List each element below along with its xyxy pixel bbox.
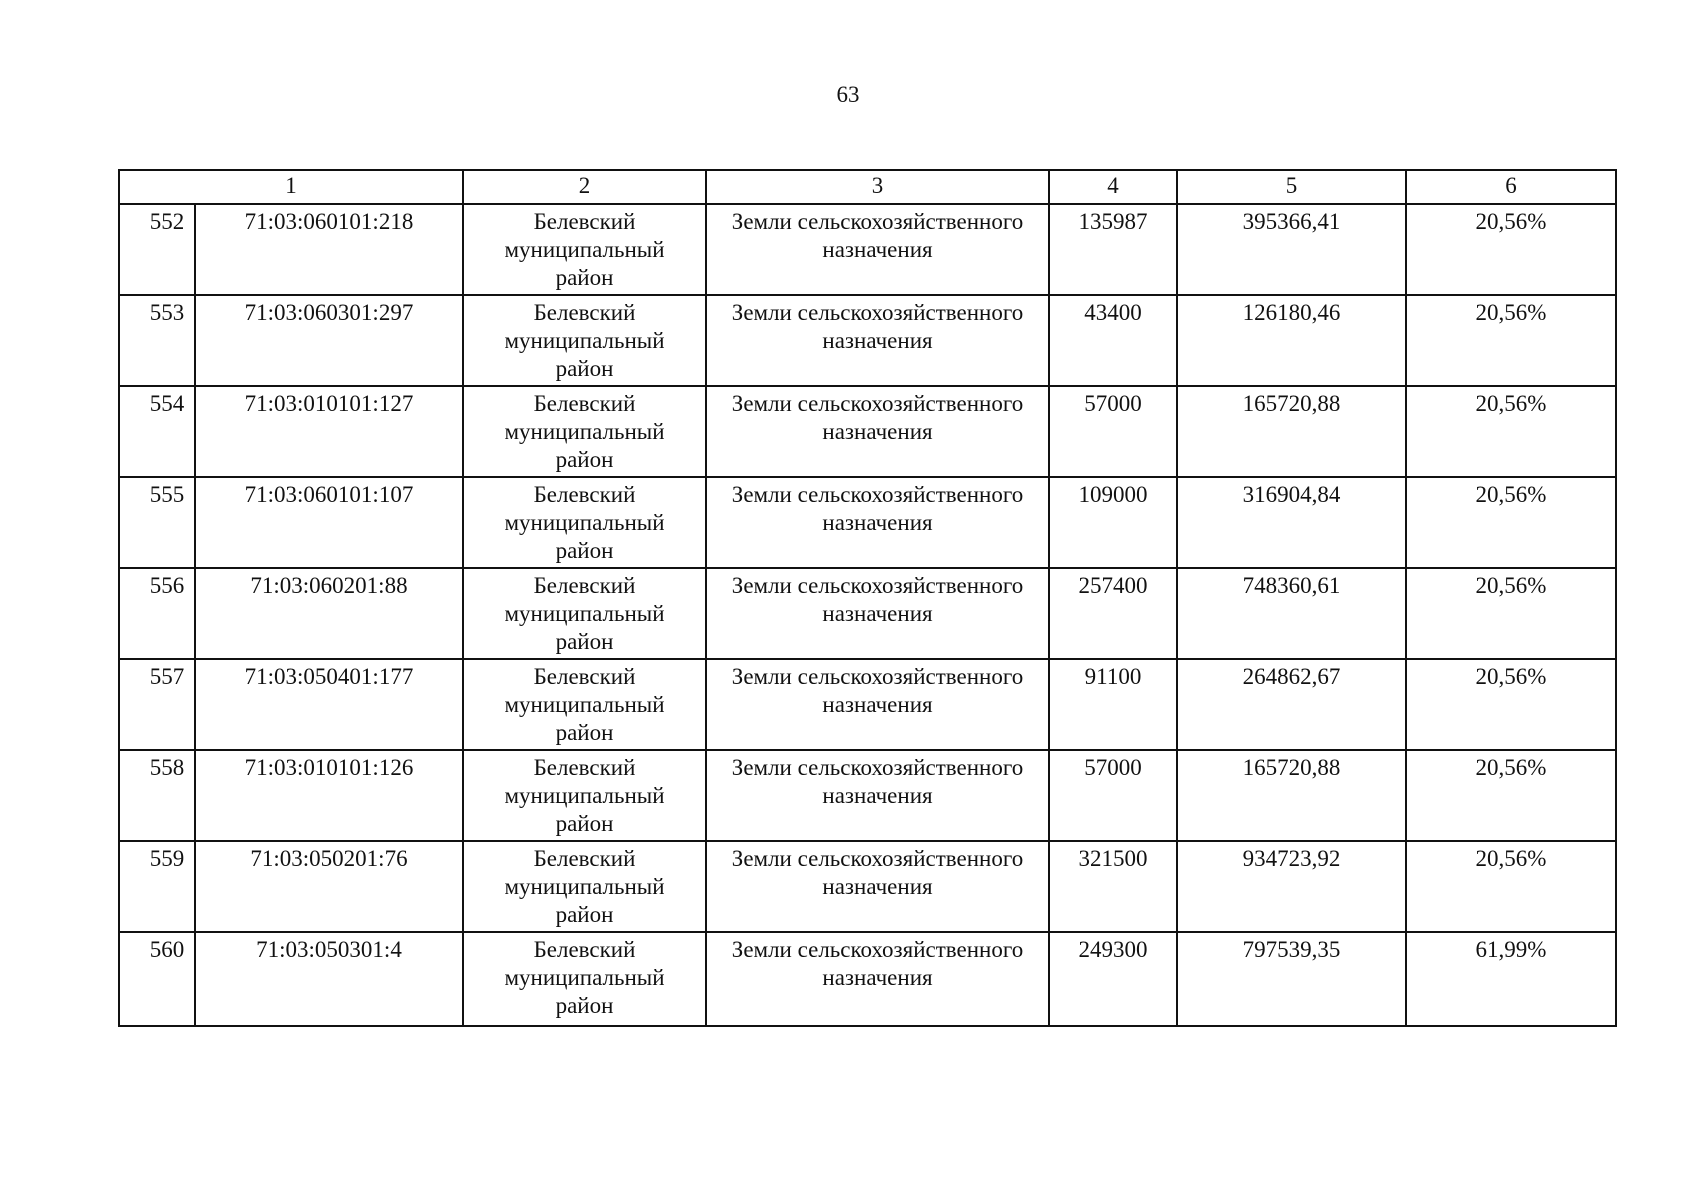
percent-value: 20,56% xyxy=(1406,295,1616,386)
district-line: муниципальный xyxy=(504,783,665,808)
column-header-3: 3 xyxy=(706,170,1049,204)
area-value: 321500 xyxy=(1049,841,1177,932)
cadastral-number: 71:03:060101:218 xyxy=(195,204,463,295)
table-row xyxy=(119,204,1616,295)
column-header-6: 6 xyxy=(1406,170,1616,204)
district-line: муниципальный xyxy=(504,328,665,353)
district-line: муниципальный xyxy=(504,237,665,262)
category-line: назначения xyxy=(822,874,933,899)
table-row xyxy=(119,841,1616,932)
table-header-row xyxy=(119,170,1616,204)
district-cell xyxy=(463,568,706,659)
area-value: 57000 xyxy=(1049,750,1177,841)
land-category-cell xyxy=(706,568,1049,659)
percent-value: 20,56% xyxy=(1406,386,1616,477)
district-line: район xyxy=(555,629,614,654)
district-line: Белевский xyxy=(533,573,636,598)
district-cell xyxy=(463,750,706,841)
area-value: 109000 xyxy=(1049,477,1177,568)
land-category-cell xyxy=(706,841,1049,932)
percent-value: 20,56% xyxy=(1406,841,1616,932)
column-header-2: 2 xyxy=(463,170,706,204)
row-number: 560 xyxy=(119,932,195,1026)
area-value: 57000 xyxy=(1049,386,1177,477)
row-number: 558 xyxy=(119,750,195,841)
cadastral-number: 71:03:050301:4 xyxy=(195,932,463,1026)
percent-value: 20,56% xyxy=(1406,750,1616,841)
table-row xyxy=(119,295,1616,386)
row-number: 555 xyxy=(119,477,195,568)
category-line: Земли сельскохозяйственного xyxy=(731,482,1024,507)
category-line: назначения xyxy=(822,783,933,808)
cost-value: 165720,88 xyxy=(1177,750,1406,841)
category-line: Земли сельскохозяйственного xyxy=(731,664,1024,689)
percent-value: 20,56% xyxy=(1406,568,1616,659)
district-cell xyxy=(463,477,706,568)
category-line: назначения xyxy=(822,601,933,626)
category-line: назначения xyxy=(822,328,933,353)
cadastral-number: 71:03:050201:76 xyxy=(195,841,463,932)
land-category-cell xyxy=(706,386,1049,477)
category-line: Земли сельскохозяйственного xyxy=(731,755,1024,780)
district-line: муниципальный xyxy=(504,874,665,899)
column-header-5: 5 xyxy=(1177,170,1406,204)
district-line: Белевский xyxy=(533,755,636,780)
district-line: муниципальный xyxy=(504,601,665,626)
district-line: Белевский xyxy=(533,664,636,689)
cost-value: 748360,61 xyxy=(1177,568,1406,659)
land-category-cell xyxy=(706,659,1049,750)
district-cell xyxy=(463,841,706,932)
table-row xyxy=(119,659,1616,750)
percent-value: 61,99% xyxy=(1406,932,1616,1026)
percent-value: 20,56% xyxy=(1406,477,1616,568)
land-category-cell xyxy=(706,932,1049,1026)
cost-value: 264862,67 xyxy=(1177,659,1406,750)
cost-value: 165720,88 xyxy=(1177,386,1406,477)
area-value: 249300 xyxy=(1049,932,1177,1026)
category-line: назначения xyxy=(822,965,933,990)
area-value: 91100 xyxy=(1049,659,1177,750)
category-line: Земли сельскохозяйственного xyxy=(731,300,1024,325)
district-line: район xyxy=(555,538,614,563)
category-line: Земли сельскохозяйственного xyxy=(731,573,1024,598)
land-category-cell xyxy=(706,204,1049,295)
cost-value: 395366,41 xyxy=(1177,204,1406,295)
district-line: район xyxy=(555,993,614,1018)
table-row xyxy=(119,568,1616,659)
cadastral-number: 71:03:010101:126 xyxy=(195,750,463,841)
district-cell xyxy=(463,932,706,1026)
row-number: 556 xyxy=(119,568,195,659)
column-header-1: 1 xyxy=(119,170,463,204)
district-line: муниципальный xyxy=(504,419,665,444)
district-line: Белевский xyxy=(533,846,636,871)
category-line: назначения xyxy=(822,237,933,262)
table-row xyxy=(119,477,1616,568)
district-line: район xyxy=(555,356,614,381)
table-row xyxy=(119,750,1616,841)
cost-value: 934723,92 xyxy=(1177,841,1406,932)
district-line: Белевский xyxy=(533,300,636,325)
category-line: назначения xyxy=(822,510,933,535)
area-value: 135987 xyxy=(1049,204,1177,295)
cadastral-number: 71:03:050401:177 xyxy=(195,659,463,750)
cost-value: 797539,35 xyxy=(1177,932,1406,1026)
percent-value: 20,56% xyxy=(1406,659,1616,750)
area-value: 43400 xyxy=(1049,295,1177,386)
land-plots-table xyxy=(118,169,1617,1027)
row-number: 557 xyxy=(119,659,195,750)
district-line: район xyxy=(555,811,614,836)
row-number: 552 xyxy=(119,204,195,295)
column-header-4: 4 xyxy=(1049,170,1177,204)
district-cell xyxy=(463,204,706,295)
cadastral-number: 71:03:060101:107 xyxy=(195,477,463,568)
cost-value: 316904,84 xyxy=(1177,477,1406,568)
cadastral-number: 71:03:060201:88 xyxy=(195,568,463,659)
district-cell xyxy=(463,295,706,386)
category-line: назначения xyxy=(822,419,933,444)
district-line: муниципальный xyxy=(504,965,665,990)
district-line: Белевский xyxy=(533,937,636,962)
district-line: муниципальный xyxy=(504,692,665,717)
district-line: район xyxy=(555,447,614,472)
category-line: Земли сельскохозяйственного xyxy=(731,391,1024,416)
district-line: район xyxy=(555,265,614,290)
page-number: 63 xyxy=(836,82,860,107)
district-line: муниципальный xyxy=(504,510,665,535)
district-line: Белевский xyxy=(533,209,636,234)
district-cell xyxy=(463,659,706,750)
row-number: 554 xyxy=(119,386,195,477)
cadastral-number: 71:03:010101:127 xyxy=(195,386,463,477)
district-line: район xyxy=(555,902,614,927)
category-line: назначения xyxy=(822,692,933,717)
row-number: 553 xyxy=(119,295,195,386)
cadastral-number: 71:03:060301:297 xyxy=(195,295,463,386)
district-cell xyxy=(463,386,706,477)
table-row xyxy=(119,386,1616,477)
district-line: Белевский xyxy=(533,482,636,507)
land-category-cell xyxy=(706,295,1049,386)
district-line: Белевский xyxy=(533,391,636,416)
category-line: Земли сельскохозяйственного xyxy=(731,209,1024,234)
land-category-cell xyxy=(706,477,1049,568)
table-row xyxy=(119,932,1616,1026)
row-number: 559 xyxy=(119,841,195,932)
category-line: Земли сельскохозяйственного xyxy=(731,846,1024,871)
cost-value: 126180,46 xyxy=(1177,295,1406,386)
district-line: район xyxy=(555,720,614,745)
land-category-cell xyxy=(706,750,1049,841)
area-value: 257400 xyxy=(1049,568,1177,659)
percent-value: 20,56% xyxy=(1406,204,1616,295)
category-line: Земли сельскохозяйственного xyxy=(731,937,1024,962)
